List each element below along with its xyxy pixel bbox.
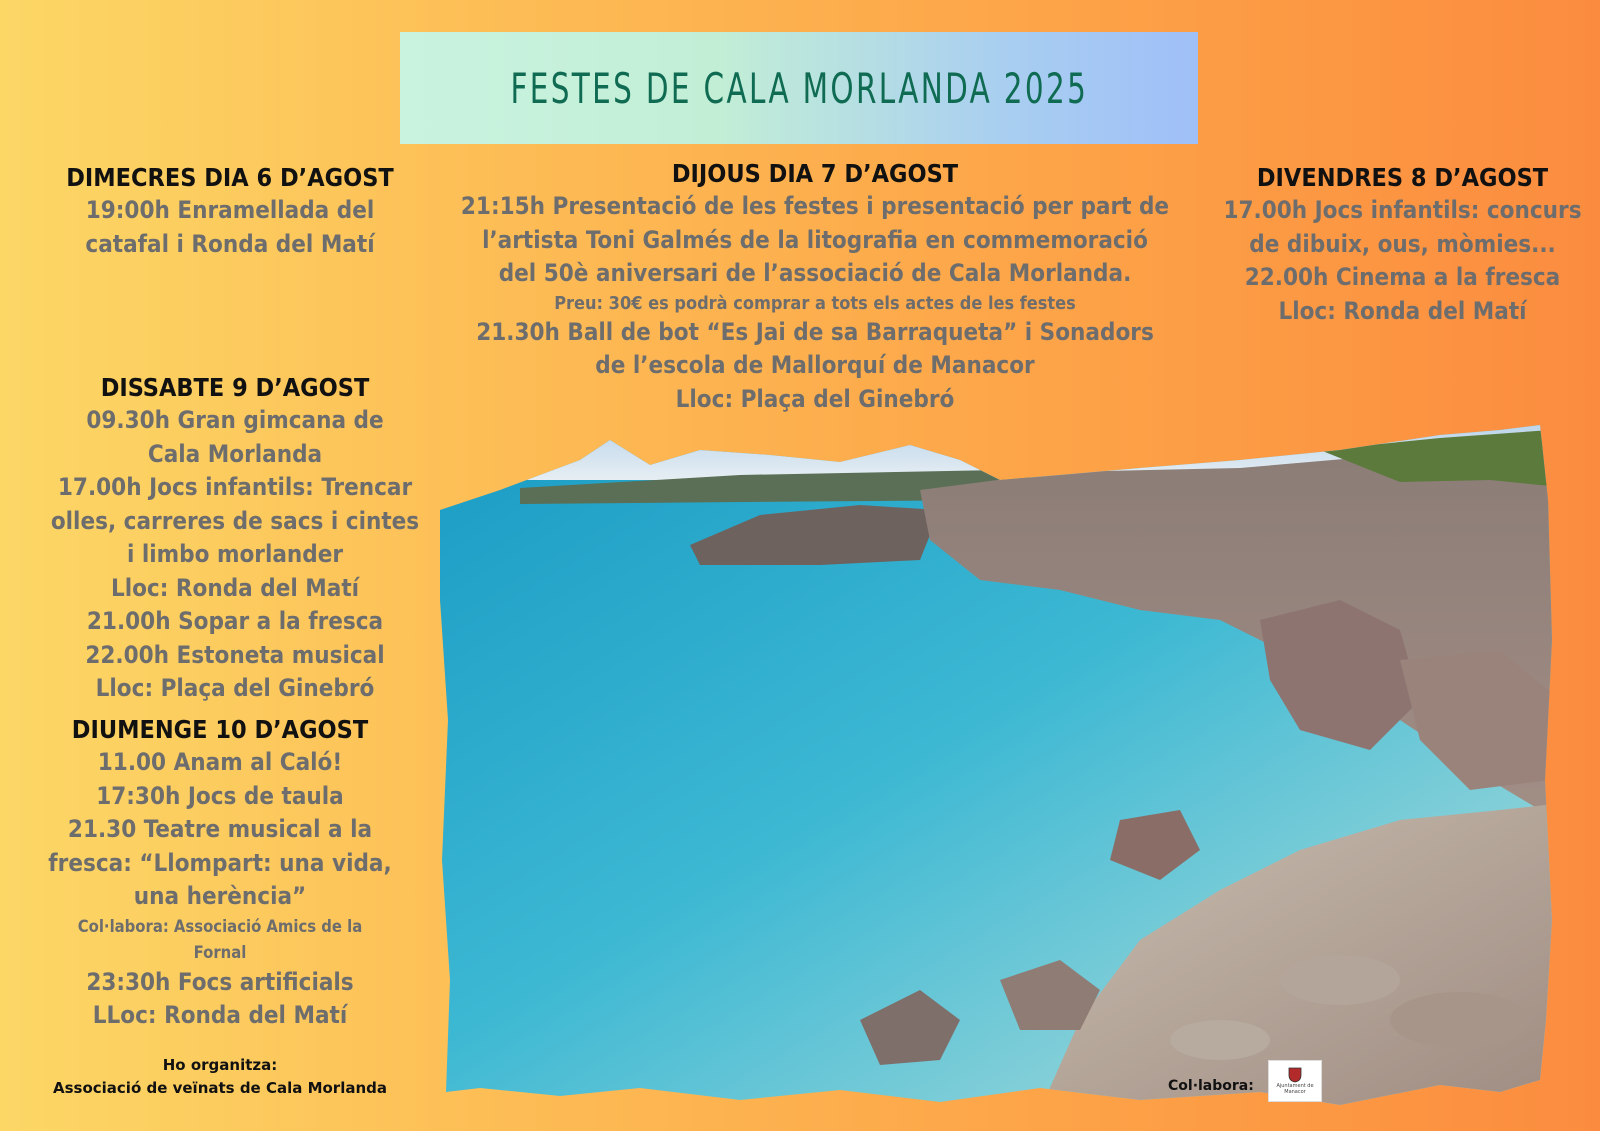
event-line: Lloc: Plaça del Ginebró bbox=[95, 674, 375, 702]
collab-note: Col·labora: Associació Amics de la bbox=[77, 916, 363, 936]
price-note: Preu: 30€ es podrà comprar a tots els actes de les festes bbox=[554, 292, 1076, 314]
day-wednesday bbox=[30, 162, 430, 261]
event-line: del 50è aniversari de l’associació de Cala Morlanda. bbox=[498, 259, 1132, 287]
event-line: 17.00h Jocs infantils: Trencar bbox=[57, 473, 413, 501]
organizer bbox=[10, 1054, 430, 1100]
event-line: de l’escola de Mallorquí de Manacor bbox=[595, 351, 1035, 379]
event-line: i limbo morlander bbox=[126, 540, 344, 568]
event-line: 09.30h Gran gimcana de bbox=[86, 406, 384, 434]
day-friday bbox=[1210, 162, 1595, 328]
event-line: LLoc: Ronda del Matí bbox=[92, 1001, 348, 1029]
event-line: fresca: “Llompart: una vida, bbox=[48, 848, 392, 877]
day-heading: DIJOUS DIA 7 D’AGOST bbox=[671, 159, 959, 188]
day-sunday bbox=[20, 714, 420, 1033]
event-line: 17.00h Jocs infantils: concurs bbox=[1223, 196, 1582, 224]
day-heading: DIVENDRES 8 D’AGOST bbox=[1256, 163, 1549, 192]
event-line: catafal i Ronda del Matí bbox=[85, 229, 375, 258]
event-line: 19:00h Enramellada del bbox=[85, 196, 375, 224]
day-thursday bbox=[440, 158, 1190, 416]
event-line: 22.00h Estoneta musical bbox=[85, 640, 385, 669]
logo-text: Manacor bbox=[1284, 1089, 1306, 1095]
event-line: 11.00 Anam al Caló! bbox=[97, 748, 343, 776]
event-line: Lloc: Ronda del Matí bbox=[110, 573, 360, 602]
cove-photo bbox=[440, 420, 1590, 1110]
event-line: Cala Morlanda bbox=[147, 439, 323, 468]
logo-text: Ajuntament de bbox=[1276, 1083, 1314, 1089]
event-line: 17:30h Jocs de taula bbox=[96, 781, 344, 810]
event-line: Lloc: Plaça del Ginebró bbox=[675, 384, 955, 413]
day-heading: DIMECRES DIA 6 D’AGOST bbox=[66, 163, 394, 192]
event-line: 21.30h Ball de bot “Es Jai de sa Barraqueta” i Sonadors bbox=[476, 317, 1154, 346]
shield-icon bbox=[1288, 1067, 1302, 1083]
event-line: 21.30 Teatre musical a la bbox=[67, 815, 373, 843]
event-line: l’artista Toni Galmés de la litografia en commemoració bbox=[482, 225, 1148, 254]
event-line: de dibuix, ous, mòmies... bbox=[1249, 229, 1556, 258]
event-line: 21:15h Presentació de les festes i presentació per part de bbox=[460, 192, 1170, 220]
organizer-name: Associació de veïnats de Cala Morlanda bbox=[52, 1079, 387, 1097]
event-line: una herència” bbox=[133, 882, 307, 910]
page-title: FESTES DE CALA MORLANDA 2025 bbox=[510, 63, 1088, 113]
day-heading: DISSABTE 9 D’AGOST bbox=[100, 373, 370, 402]
day-saturday bbox=[30, 372, 440, 706]
town-hall-logo bbox=[1268, 1060, 1322, 1102]
day-heading: DIUMENGE 10 D’AGOST bbox=[71, 715, 369, 744]
event-line: 21.00h Sopar a la fresca bbox=[86, 607, 384, 635]
collab-note: Fornal bbox=[193, 942, 247, 962]
organizer-label: Ho organitza: bbox=[162, 1056, 278, 1074]
event-line: 23:30h Focs artificials bbox=[86, 967, 354, 996]
event-line: olles, carreres de sacs i cintes bbox=[50, 506, 420, 535]
collaborator-label: Col·labora: bbox=[1168, 1078, 1254, 1094]
title-banner bbox=[400, 32, 1198, 144]
event-line: 22.00h Cinema a la fresca bbox=[1244, 263, 1561, 291]
event-line: Lloc: Ronda del Matí bbox=[1278, 296, 1527, 325]
